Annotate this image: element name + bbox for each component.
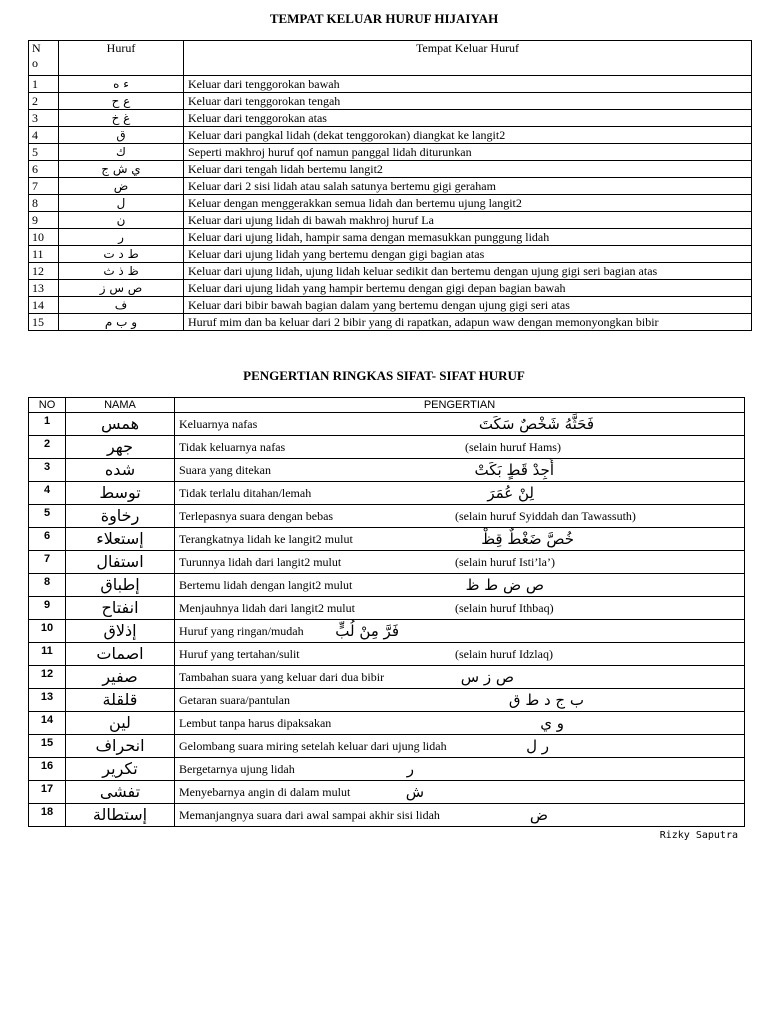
pengertian-text: Turunnya lidah dari langit2 mulut <box>179 555 342 569</box>
tempat-keluar-text: Keluar dari tenggorokan bawah <box>184 76 752 93</box>
huruf-letters: ك <box>59 144 184 161</box>
sifat-name: إذلاق <box>66 620 175 643</box>
table1-title: TEMPAT KELUAR HURUF HIJAIYAH <box>269 11 499 26</box>
row-number: 15 <box>29 314 59 331</box>
arabic-letters: أَجِدْ قَطٍ بَكَتْ <box>474 461 554 479</box>
pengertian-text: Keluarnya nafas <box>179 417 258 431</box>
row-number: 11 <box>29 246 59 263</box>
pengertian-cell <box>175 459 745 482</box>
tempat-keluar-text: Keluar dari tenggorokan atas <box>184 110 752 127</box>
pengertian-cell <box>175 413 745 436</box>
pengertian-text: Suara yang ditekan <box>179 463 271 477</box>
sifat-name: صفير <box>66 666 175 689</box>
pengertian-cell <box>175 712 745 735</box>
table-row <box>29 212 752 229</box>
row-number: 7 <box>29 178 59 195</box>
table-row <box>29 459 745 482</box>
arabic-letters: فَرَّ مِنْ لُبٍّ <box>335 622 399 640</box>
table-row <box>29 127 752 144</box>
huruf-letters: ع ح <box>59 93 184 110</box>
pengertian-cell <box>175 735 745 758</box>
table2-title: PENGERTIAN RINGKAS SIFAT- SIFAT HURUF <box>243 368 525 383</box>
row-number: 1 <box>29 76 59 93</box>
pengertian-text: Bergetarnya ujung lidah <box>179 762 295 776</box>
row-number: 3 <box>29 459 66 482</box>
table-row <box>29 246 752 263</box>
sifat-name: همس <box>66 413 175 436</box>
arabic-letters: خُصَّ ضَغْطٌ قِظْ <box>481 530 574 548</box>
row-number: 2 <box>29 93 59 110</box>
row-number: 5 <box>29 505 66 528</box>
sifat-name: قلقلة <box>66 689 175 712</box>
pengertian-text: Menyebarnya angin di dalam mulut <box>179 785 351 799</box>
header-nama: NAMA <box>66 398 175 413</box>
pengertian-text: Terangkatnya lidah ke langit2 mulut <box>179 532 353 546</box>
table-row <box>29 195 752 212</box>
header-no: No <box>29 41 59 76</box>
arabic-letters: فَحَثَّهُ شَخْصٌ سَكَتَ <box>478 415 594 433</box>
sifat-name: اصمات <box>66 643 175 666</box>
table-row <box>29 597 745 620</box>
arabic-letters: ص ز س <box>460 668 514 686</box>
tempat-keluar-text: Keluar dari ujung lidah, ujung lidah keluar sedikit dan bertemu dengan ujung gigi seri bagian atas <box>184 263 752 280</box>
row-number: 9 <box>29 597 66 620</box>
pengertian-text: Huruf yang tertahan/sulit <box>179 647 300 661</box>
table-row <box>29 505 745 528</box>
arabic-letters: ش <box>405 783 424 801</box>
pengertian-cell <box>175 758 745 781</box>
row-number: 9 <box>29 212 59 229</box>
table-row <box>29 643 745 666</box>
tempat-keluar-text: Keluar dari ujung lidah, hampir sama dengan memasukkan punggung lidah <box>184 229 752 246</box>
huruf-letters: و ب م <box>59 314 184 331</box>
row-number: 10 <box>29 620 66 643</box>
sifat-table <box>28 397 745 827</box>
table-row <box>29 93 752 110</box>
table-header-row <box>29 41 752 76</box>
row-number: 13 <box>29 689 66 712</box>
huruf-letters: ط د ت <box>59 246 184 263</box>
tempat-keluar-text: Keluar dari ujung lidah yang hampir bertemu dengan gigi depan bagian bawah <box>184 280 752 297</box>
makhraj-table <box>28 40 752 331</box>
row-number: 8 <box>29 574 66 597</box>
table-row <box>29 161 752 178</box>
huruf-letters: ء ه <box>59 76 184 93</box>
pengertian-cell <box>175 574 745 597</box>
table-row <box>29 735 745 758</box>
row-number: 8 <box>29 195 59 212</box>
author-footer: Rizky Saputra <box>659 830 738 841</box>
pengertian-cell <box>175 597 745 620</box>
row-number: 17 <box>29 781 66 804</box>
sifat-name: لين <box>66 712 175 735</box>
pengertian-text: Lembut tanpa harus dipaksakan <box>179 716 332 730</box>
pengertian-cell <box>175 804 745 827</box>
table-row <box>29 620 745 643</box>
pengertian-note: (selain huruf Isti’la’) <box>455 555 555 569</box>
sifat-name: استفال <box>66 551 175 574</box>
table-row <box>29 528 745 551</box>
row-number: 13 <box>29 280 59 297</box>
table-row <box>29 413 745 436</box>
table-row <box>29 263 752 280</box>
table-row <box>29 689 745 712</box>
pengertian-text: Tidak keluarnya nafas <box>179 440 286 454</box>
pengertian-note: (selain huruf Ithbaq) <box>455 601 554 615</box>
row-number: 6 <box>29 528 66 551</box>
arabic-letters: ض <box>529 806 548 824</box>
tempat-keluar-text: Keluar dari 2 sisi lidah atau salah satunya bertemu gigi geraham <box>184 178 752 195</box>
pengertian-note: (selain huruf Syiddah dan Tawassuth) <box>455 509 636 523</box>
arabic-letters: لِنْ عُمَرَ <box>487 484 534 502</box>
pengertian-cell <box>175 643 745 666</box>
pengertian-note: (selain huruf Hams) <box>465 440 561 454</box>
pengertian-text: Memanjangnya suara dari awal sampai akhir sisi lidah <box>179 808 440 822</box>
pengertian-cell <box>175 528 745 551</box>
pengertian-text: Huruf yang ringan/mudah <box>179 624 304 638</box>
huruf-letters: ل <box>59 195 184 212</box>
row-number: 10 <box>29 229 59 246</box>
row-number: 5 <box>29 144 59 161</box>
tempat-keluar-text: Keluar dengan menggerakkan semua lidah dan bertemu ujung langit2 <box>184 195 752 212</box>
arabic-letters: و ي <box>540 714 564 732</box>
table-row <box>29 229 752 246</box>
pengertian-text: Tambahan suara yang keluar dari dua bibir <box>179 670 385 684</box>
pengertian-note: (selain huruf Idzlaq) <box>455 647 553 661</box>
table-row <box>29 666 745 689</box>
table-row <box>29 574 745 597</box>
huruf-letters: غ خ <box>59 110 184 127</box>
table-row <box>29 314 752 331</box>
table-row <box>29 178 752 195</box>
row-number: 3 <box>29 110 59 127</box>
sifat-name: توسط <box>66 482 175 505</box>
tempat-keluar-text: Keluar dari pangkal lidah (dekat tenggorokan) diangkat ke langit2 <box>184 127 752 144</box>
pengertian-text: Menjauhnya lidah dari langit2 mulut <box>179 601 355 615</box>
huruf-letters: ظ ذ ث <box>59 263 184 280</box>
table-row <box>29 712 745 735</box>
pengertian-text: Tidak terlalu ditahan/lemah <box>179 486 312 500</box>
row-number: 15 <box>29 735 66 758</box>
table-row <box>29 804 745 827</box>
sifat-name: تفشى <box>66 781 175 804</box>
arabic-letters: ص ض ط ظ <box>465 576 544 594</box>
sifat-name: شده <box>66 459 175 482</box>
table-row <box>29 781 745 804</box>
pengertian-text: Terlepasnya suara dengan bebas <box>179 509 334 523</box>
tempat-keluar-text: Keluar dari bibir bawah bagian dalam yang bertemu dengan ujung gigi seri atas <box>184 297 752 314</box>
row-number: 1 <box>29 413 66 436</box>
tempat-keluar-text: Keluar dari ujung lidah di bawah makhroj huruf La <box>184 212 752 229</box>
pengertian-cell <box>175 551 745 574</box>
table-row <box>29 758 745 781</box>
table-row <box>29 76 752 93</box>
huruf-letters: ص س ز <box>59 280 184 297</box>
table-row <box>29 551 745 574</box>
row-number: 18 <box>29 804 66 827</box>
sifat-name: إستعلاء <box>66 528 175 551</box>
pengertian-cell <box>175 505 745 528</box>
table-row <box>29 144 752 161</box>
pengertian-cell <box>175 482 745 505</box>
pengertian-cell <box>175 781 745 804</box>
pengertian-cell <box>175 689 745 712</box>
row-number: 14 <box>29 712 66 735</box>
sifat-name: انحراف <box>66 735 175 758</box>
table-row <box>29 110 752 127</box>
sifat-name: جهر <box>66 436 175 459</box>
huruf-letters: ف <box>59 297 184 314</box>
tempat-keluar-text: Keluar dari tengah lidah bertemu langit2 <box>184 161 752 178</box>
pengertian-cell <box>175 620 745 643</box>
row-number: 16 <box>29 758 66 781</box>
huruf-letters: ر <box>59 229 184 246</box>
header-tempat-keluar: Tempat Keluar Huruf <box>184 41 752 76</box>
row-number: 14 <box>29 297 59 314</box>
pengertian-cell <box>175 436 745 459</box>
pengertian-cell <box>175 666 745 689</box>
header-no: NO <box>29 398 66 413</box>
pengertian-text: Bertemu lidah dengan langit2 mulut <box>179 578 353 592</box>
table-row <box>29 436 745 459</box>
row-number: 12 <box>29 263 59 280</box>
sifat-name: إطباق <box>66 574 175 597</box>
row-number: 4 <box>29 482 66 505</box>
row-number: 4 <box>29 127 59 144</box>
tempat-keluar-text: Keluar dari tenggorokan tengah <box>184 93 752 110</box>
huruf-letters: ي ش ج <box>59 161 184 178</box>
table-row <box>29 297 752 314</box>
header-huruf: Huruf <box>59 41 184 76</box>
row-number: 6 <box>29 161 59 178</box>
tempat-keluar-text: Keluar dari ujung lidah yang bertemu dengan gigi bagian atas <box>184 246 752 263</box>
pengertian-text: Getaran suara/pantulan <box>179 693 290 707</box>
sifat-name: انفتاح <box>66 597 175 620</box>
table-row <box>29 482 745 505</box>
tempat-keluar-text: Huruf mim dan ba keluar dari 2 bibir yang di rapatkan, adapun waw dengan memonyongkan bibir <box>184 314 752 331</box>
table-header-row <box>29 398 745 413</box>
pengertian-text: Gelombang suara miring setelah keluar dari ujung lidah <box>179 739 447 753</box>
huruf-letters: ن <box>59 212 184 229</box>
tempat-keluar-text: Seperti makhroj huruf qof namun panggal lidah diturunkan <box>184 144 752 161</box>
row-number: 12 <box>29 666 66 689</box>
arabic-letters: ب ج د ط ق <box>508 691 584 709</box>
row-number: 7 <box>29 551 66 574</box>
sifat-name: رخاوة <box>66 505 175 528</box>
sifat-name: تكرير <box>66 758 175 781</box>
sifat-name: إستطالة <box>66 804 175 827</box>
header-pengertian: PENGERTIAN <box>175 398 745 413</box>
huruf-letters: ض <box>59 178 184 195</box>
table-row <box>29 280 752 297</box>
arabic-letters: ر ل <box>526 737 549 755</box>
huruf-letters: ق <box>59 127 184 144</box>
arabic-letters: ر <box>406 760 414 778</box>
row-number: 11 <box>29 643 66 666</box>
row-number: 2 <box>29 436 66 459</box>
